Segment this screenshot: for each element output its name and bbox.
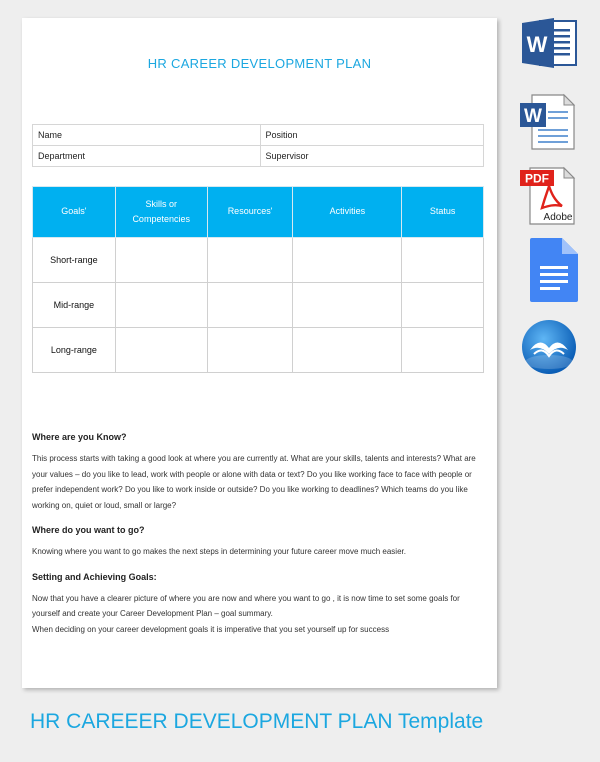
pdf-badge-text: PDF xyxy=(525,171,549,186)
table-cell xyxy=(115,283,207,328)
section-paragraph: Knowing where you want to go makes the next steps in determining your future career move much easier. xyxy=(32,547,406,556)
supervisor-label: Supervisor xyxy=(260,146,484,167)
section-heading-where-go: Where do you want to go? xyxy=(32,525,145,535)
document-page xyxy=(22,18,497,688)
word-icon[interactable] xyxy=(520,17,578,69)
pdf-icon[interactable] xyxy=(518,166,578,226)
table-cell xyxy=(402,283,484,328)
table-cell xyxy=(293,238,402,283)
table-cell xyxy=(402,328,484,373)
table-row xyxy=(33,238,484,283)
google-docs-icon[interactable] xyxy=(528,236,580,304)
info-table xyxy=(32,124,484,167)
table-row xyxy=(33,328,484,373)
row-label-short-range: Short-range xyxy=(33,238,116,283)
table-cell xyxy=(293,283,402,328)
table-cell xyxy=(293,328,402,373)
header-skills: Skills or Competencies xyxy=(115,187,207,238)
section-heading-goals: Setting and Achieving Goals: xyxy=(32,571,157,582)
section-heading-where-now: Where are you Know? xyxy=(32,432,127,442)
word-document-icon[interactable] xyxy=(518,93,578,151)
table-cell xyxy=(207,328,293,373)
section-paragraph: This process starts with taking a good look at where you are currently at. What are your skills, talents and interests? What are your values – do you like to lead, work with people or alone with data or text? Do you like working face to face with people or prefer independent work? Do you like to work inside or outside? Do you like working to deadlines? Which teams do you like working on, quiet or loud, small or large? xyxy=(32,454,476,510)
section-paragraph: When deciding on your career development goals it is imperative that you set yourself up for success xyxy=(32,624,390,634)
table-cell xyxy=(207,238,293,283)
footer-title: HR CAREEER DEVELOPMENT PLAN Template xyxy=(30,710,484,733)
table-row xyxy=(33,283,484,328)
openoffice-icon[interactable] xyxy=(520,318,578,376)
table-cell xyxy=(115,238,207,283)
goals-header-row xyxy=(33,187,484,238)
section-paragraph: Now that you have a clearer picture of where you are now and where you want to go , it is now time to set some goals for yourself and create your Career Development Plan – goal summary. xyxy=(32,593,460,618)
body-text xyxy=(32,432,487,637)
position-label: Position xyxy=(260,125,484,146)
header-activities: Activities xyxy=(293,187,402,238)
row-label-long-range: Long-range xyxy=(33,328,116,373)
name-label: Name xyxy=(33,125,261,146)
table-cell xyxy=(115,328,207,373)
row-label-mid-range: Mid-range xyxy=(33,283,116,328)
svg-text:W: W xyxy=(526,32,548,57)
table-row xyxy=(33,125,484,146)
department-label: Department xyxy=(33,146,261,167)
goals-table xyxy=(32,186,484,373)
table-cell xyxy=(207,283,293,328)
svg-text:W: W xyxy=(524,106,542,127)
adobe-label: Adobe xyxy=(543,212,573,223)
document-title: HR CAREER DEVELOPMENT PLAN xyxy=(147,56,372,71)
header-status: Status xyxy=(402,187,484,238)
table-row xyxy=(33,146,484,167)
header-resources: Resources' xyxy=(207,187,293,238)
table-cell xyxy=(402,238,484,283)
header-goals: Goals' xyxy=(33,187,116,238)
